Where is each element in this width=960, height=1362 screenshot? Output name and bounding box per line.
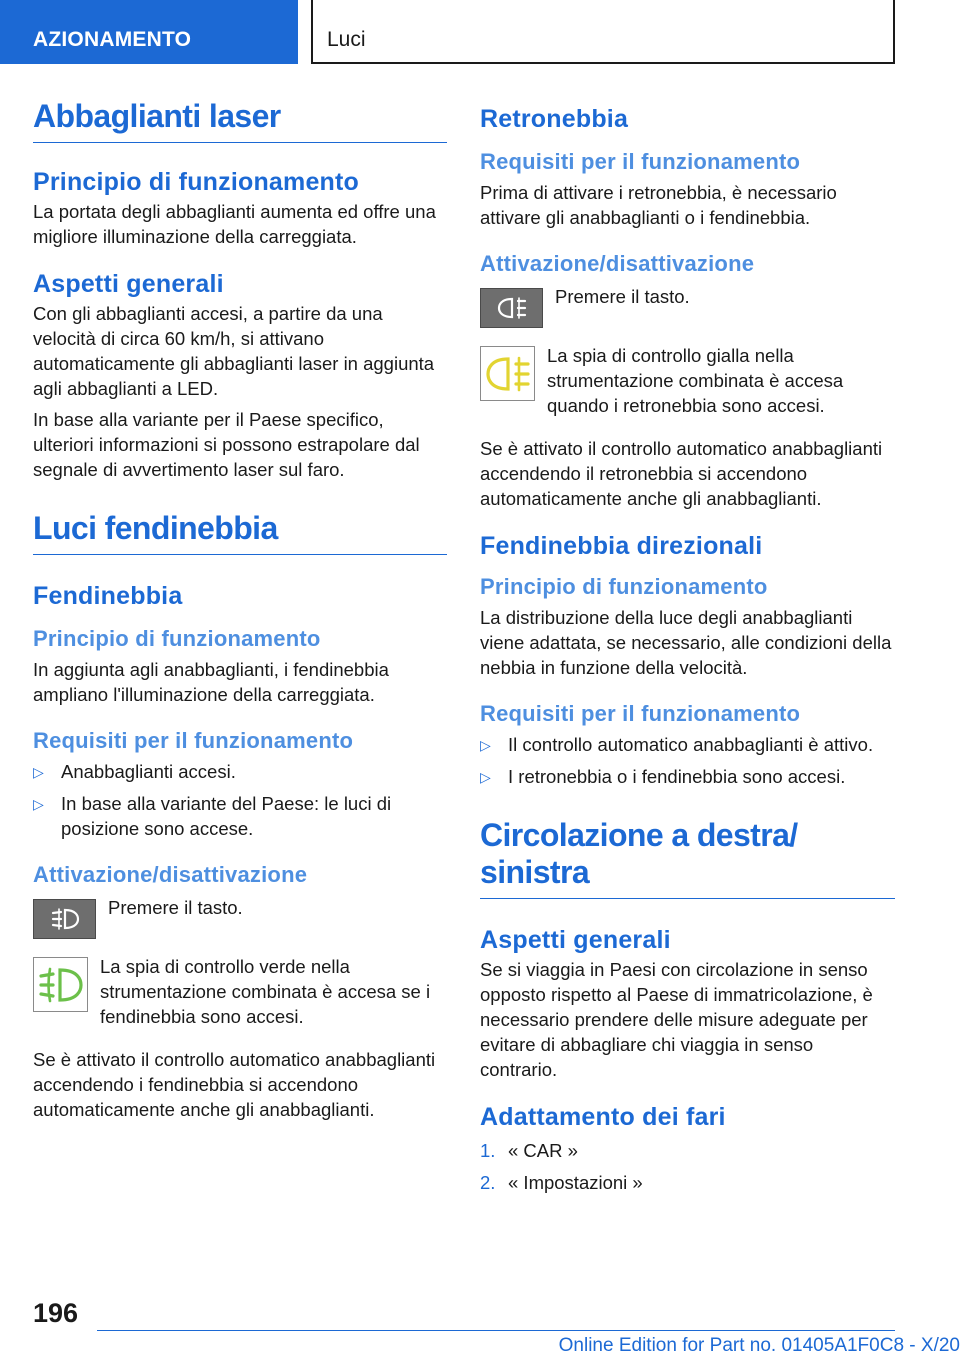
rear-fog-lamp-row (480, 346, 895, 418)
footer-divider (97, 1330, 895, 1331)
heading-circ-aspetti: Aspetti generali (480, 926, 671, 954)
subheading-retro-attivazione: Attivazione/disattivazione (480, 251, 755, 276)
rear-fog-button-row (480, 288, 895, 328)
paragraph-circ-aspetti: Se si viaggia in Paesi con circolazione in senso opposto rispetto al Paese di immatricolazione, è necessario prendere delle misure adeguate per evitare di abbagliare chi viaggia in senso contrario. (480, 959, 873, 1080)
rear-fog-light-button[interactable] (480, 288, 543, 328)
chapter-header: Luci (311, 0, 895, 64)
heading-circolazione: Circolazione a destra/ sinistra (480, 817, 895, 899)
front-fog-button-row (33, 899, 447, 939)
rear-fog-indicator (480, 346, 535, 401)
front-fog-indicator (33, 957, 88, 1012)
rear-fog-lamp-text: La spia di controllo gialla nella strumentazione combinata è accesa quando i retronebbia sono accesi. (547, 345, 844, 416)
front-fog-lamp-row (33, 957, 447, 1029)
edition-note: Online Edition for Part no. 01405A1F0C8 - X/20 (558, 1335, 960, 1356)
list-item: 2. « Impostazioni » (480, 1172, 643, 1193)
heading-adattamento-fari: Adattamento dei fari (480, 1103, 726, 1131)
triangle-bullet-icon: ▷ (480, 769, 491, 785)
list-item: ▷ Il controllo automatico anabbaglianti è attivo. (480, 732, 895, 757)
heading-aspetti-generali: Aspetti generali (33, 270, 224, 298)
section-header: AZIONAMENTO (0, 0, 298, 64)
paragraph-fend-principio: In aggiunta agli anabbaglianti, i fendinebbia ampliano l'illuminazione della carreggiata. (33, 659, 389, 705)
heading-fendinebbia: Fendinebbia (33, 582, 183, 610)
subheading-retro-requisiti: Requisiti per il funzionamento (480, 149, 801, 174)
page-number: 196 (33, 1298, 79, 1328)
list-item: ▷ Anabbaglianti accesi. (33, 759, 447, 784)
subheading-principio: Principio di funzionamento (33, 626, 321, 651)
paragraph-aspetti-2: In base alla variante per il Paese specifico, ulteriori informazioni si possono estrapolare dal segnale di avvertimento laser sul faro. (33, 409, 420, 480)
list-item: ▷ In base alla variante del Paese: le luci di posizione sono accese. (33, 793, 392, 839)
front-fog-indicator-icon (38, 965, 84, 1005)
right-column (480, 98, 895, 1202)
rear-fog-button-text: Premere il tasto. (555, 286, 690, 307)
paragraph-fend-auto: Se è attivato il controllo automatico anabbaglianti accendendo i fendinebbia si accendono automaticamente anche gli anabbaglianti. (33, 1049, 436, 1120)
dir-requirements-list (480, 732, 895, 789)
heading-retronebbia: Retronebbia (480, 105, 629, 133)
paragraph-dir-principio: La distribuzione della luce degli anabbaglianti viene adattata, se necessario, alle condizioni della nebbia in funzione della velocità. (480, 607, 892, 678)
rear-fog-light-icon (497, 296, 527, 320)
heading-principio: Principio di funzionamento (33, 168, 360, 196)
front-fog-light-icon (50, 907, 80, 931)
paragraph-principio: La portata degli abbaglianti aumenta ed offre una migliore illuminazione della carreggiata. (33, 201, 436, 247)
rear-fog-indicator-icon (485, 354, 531, 394)
requirements-list (33, 759, 447, 841)
heading-luci-fendinebbia: Luci fendinebbia (33, 510, 447, 555)
front-fog-light-button[interactable] (33, 899, 96, 939)
left-column (33, 98, 447, 1134)
subheading-attivazione: Attivazione/disattivazione (33, 862, 308, 887)
subheading-dir-principio: Principio di funzionamento (480, 574, 768, 599)
heading-fendinebbia-direzionali: Fendinebbia direzionali (480, 532, 763, 560)
steps-list (480, 1138, 895, 1195)
front-fog-lamp-text: La spia di controllo verde nella strumentazione combinata è accesa se i fendinebbia sono accesi. (100, 956, 431, 1027)
subheading-dir-requisiti: Requisiti per il funzionamento (480, 701, 801, 726)
subheading-requisiti: Requisiti per il funzionamento (33, 728, 354, 753)
paragraph-retro-requisiti: Prima di attivare i retronebbia, è necessario attivare gli anabbaglianti o i fendinebbia. (480, 182, 837, 228)
paragraph-retro-auto: Se è attivato il controllo automatico anabbaglianti accendendo il retronebbia si accendono automaticamente anche gli anabbaglianti. (480, 438, 883, 509)
triangle-bullet-icon: ▷ (480, 737, 491, 753)
paragraph-aspetti-1: Con gli abbaglianti accesi, a partire da una velocità di circa 60 km/h, si attivano automaticamente gli abbaglianti laser in aggiunta agli abbaglianti a LED. (33, 303, 435, 399)
list-item: ▷ I retronebbia o i fendinebbia sono accesi. (480, 764, 895, 789)
triangle-bullet-icon: ▷ (33, 796, 44, 812)
heading-abbaglianti-laser: Abbaglianti laser (33, 98, 447, 143)
list-item: 1. « CAR » (480, 1140, 578, 1161)
triangle-bullet-icon: ▷ (33, 764, 44, 780)
front-fog-button-text: Premere il tasto. (108, 897, 243, 918)
